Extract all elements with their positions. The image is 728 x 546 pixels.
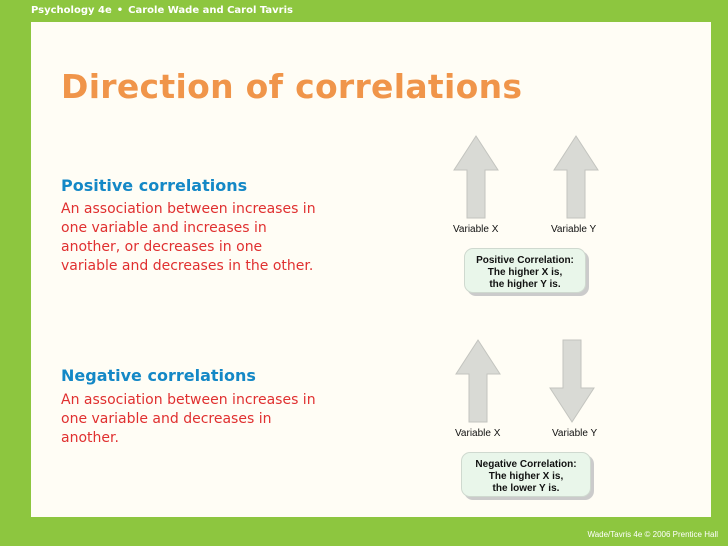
footer-credit: Wade/Tavris 4e © 2006 Prentice Hall xyxy=(587,530,718,539)
slide-title: Direction of correlations xyxy=(61,67,523,106)
negative-caption-box xyxy=(461,452,591,497)
positive-variable-x-label: Variable X xyxy=(453,224,499,235)
negative-caption-line3: the lower Y is. xyxy=(492,483,560,494)
negative-correlation-diagram xyxy=(441,340,621,500)
positive-definition: An association between increases in one variable and increases in another, or decreases in one variable and decreases in the other. xyxy=(61,201,316,274)
positive-caption-line1: Positive Correlation: xyxy=(476,255,574,266)
header-book-info xyxy=(31,5,293,16)
positive-heading: Positive correlations xyxy=(61,176,248,195)
negative-variable-y-label: Variable Y xyxy=(552,428,598,439)
positive-caption-box xyxy=(464,248,586,293)
negative-variable-x-label: Variable X xyxy=(455,428,501,439)
negative-definition: An association between increases in one variable and decreases in another. xyxy=(61,392,316,446)
positive-variable-y-label: Variable Y xyxy=(551,224,597,235)
negative-caption-line1: Negative Correlation: xyxy=(475,459,577,470)
slide-card xyxy=(31,22,711,517)
positive-correlation-diagram xyxy=(441,136,621,296)
variable-y-down-arrow-icon xyxy=(550,340,594,422)
header-book-title: Psychology 4e xyxy=(31,5,112,16)
negative-caption-line2: The higher X is, xyxy=(488,471,564,482)
header-authors: Carole Wade and Carol Tavris xyxy=(128,5,293,16)
variable-y-up-arrow-icon xyxy=(554,136,598,218)
positive-caption-line3: the higher Y is. xyxy=(489,279,561,290)
variable-x-up-arrow-icon xyxy=(456,340,500,422)
positive-caption-line2: The higher X is, xyxy=(487,267,563,278)
variable-x-up-arrow-icon xyxy=(454,136,498,218)
negative-heading: Negative correlations xyxy=(61,366,256,385)
header-bullet: • xyxy=(116,5,124,16)
